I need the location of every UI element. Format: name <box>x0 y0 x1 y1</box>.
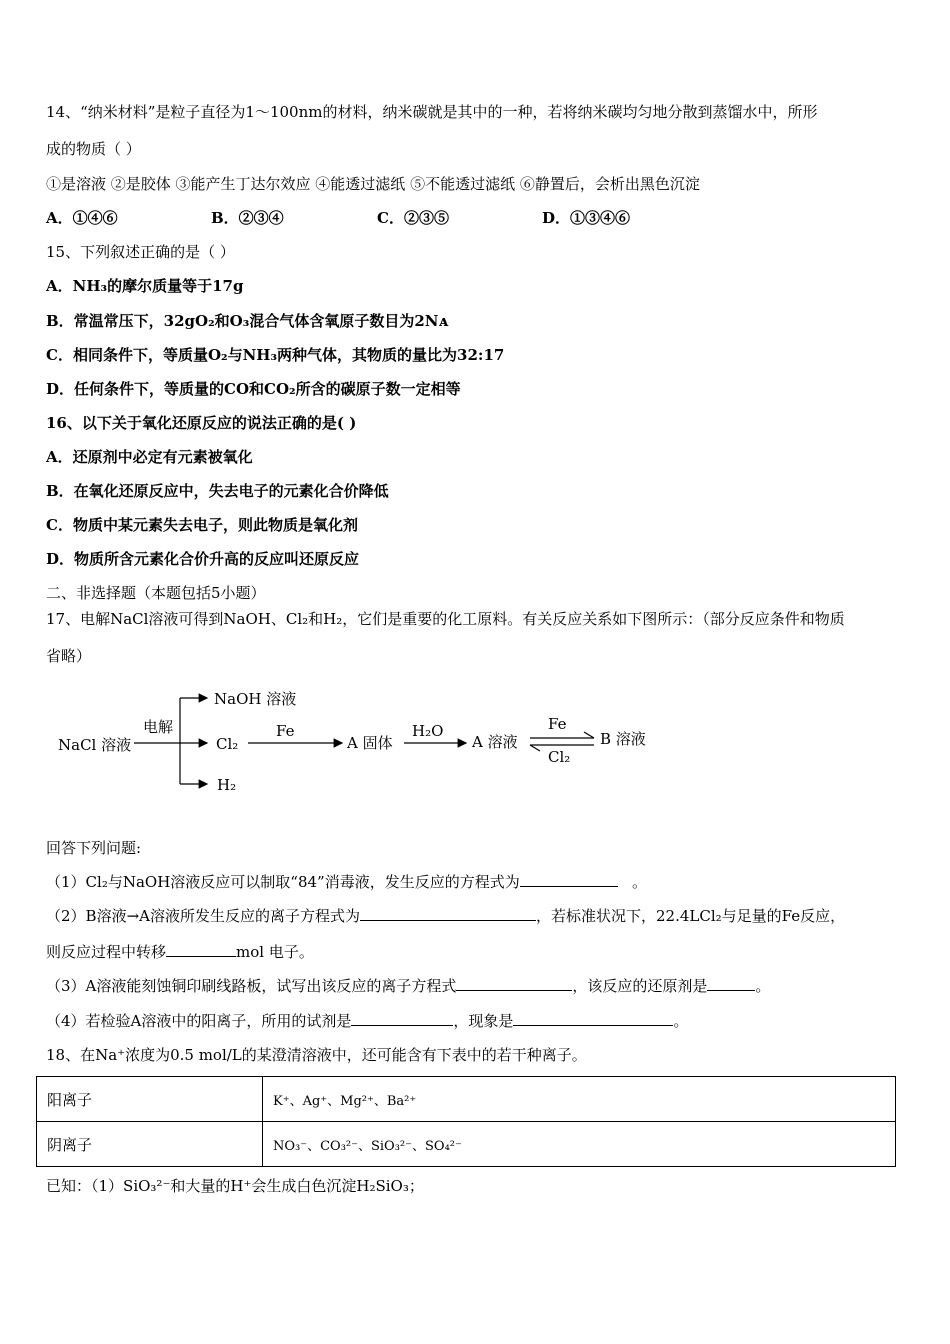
cation-header: 阳离子 <box>37 1077 263 1122</box>
h2-label: H₂ <box>217 776 237 794</box>
q16-option-d: D．物质所含元素化合价升高的反应叫还原反应 <box>46 550 360 568</box>
q17-part4 <box>46 1011 688 1031</box>
electrolysis-label: 电解 <box>143 718 174 736</box>
q14-options <box>46 208 906 228</box>
q17-part1-end: 。 <box>632 873 648 891</box>
q14-option-d: D．①③④⑥ <box>542 209 631 227</box>
q17-part3-text2: ，该反应的还原剂是 <box>572 977 708 995</box>
ion-table <box>36 1076 896 1167</box>
anion-list: NO₃⁻、CO₃²⁻、SiO₃²⁻、SO₄²⁻ <box>263 1122 896 1167</box>
q17-part3-text: （3）A溶液能刻蚀铜印刷线路板，试写出该反应的离子方程式 <box>46 977 457 995</box>
q17-part4-text2: ，现象是 <box>453 1012 514 1030</box>
q15-option-c: C．相同条件下，等质量O₂与NH₃两种气体，其物质的量比为32:17 <box>46 346 505 364</box>
q17-part4-blank-reagent[interactable] <box>351 1011 453 1026</box>
q17-part2 <box>46 906 845 926</box>
q17-line2: 省略） <box>46 647 92 665</box>
a-solid-label: A 固体 <box>347 734 393 752</box>
reaction-diagram <box>0 680 700 795</box>
q14-line2: 成的物质（ ） <box>46 140 141 158</box>
q16-option-b: B．在氧化还原反应中，失去电子的元素化合价降低 <box>46 482 389 500</box>
q17-part3-blank-reductant[interactable] <box>707 976 755 991</box>
q18-known: 已知：（1）SiO₃²⁻和大量的H⁺会生成白色沉淀H₂SiO₃； <box>46 1177 424 1195</box>
fe-reagent-label: Fe <box>276 722 295 740</box>
q17-part1 <box>46 872 647 892</box>
table-row <box>37 1122 896 1167</box>
cl2-label: Cl₂ <box>216 735 239 753</box>
fe-reverse-label: Fe <box>548 715 567 733</box>
cation-list: K⁺、Ag⁺、Mg²⁺、Ba²⁺ <box>263 1077 896 1122</box>
q14-option-a: A．①④⑥ <box>46 209 118 227</box>
answer-intro: 回答下列问题: <box>46 839 142 857</box>
q16-stem: 16、以下关于氧化还原反应的说法正确的是( ) <box>46 414 357 432</box>
q17-line1: 17、电解NaCl溶液可得到NaOH、Cl₂和H₂，它们是重要的化工原料。有关反应关系如下图所示：（部分反应条件和物质 <box>46 610 845 628</box>
q15-option-a: A．NH₃的摩尔质量等于17g <box>46 277 244 295</box>
q15-option-b: B．常温常压下，32gO₂和O₃混合气体含氧原子数目为2Nᴀ <box>46 312 449 330</box>
q17-part4-blank-phenomenon[interactable] <box>513 1011 673 1026</box>
q18-stem: 18、在Na⁺浓度为0.5 mol/L的某澄清溶液中，还可能含有下表中的若干种离子。 <box>46 1046 587 1064</box>
q17-part3-blank-equation[interactable] <box>456 976 572 991</box>
a-solution-label: A 溶液 <box>472 733 518 751</box>
q15-option-d: D．任何条件下，等质量的CO和CO₂所含的碳原子数一定相等 <box>46 380 461 398</box>
q14-option-c: C．②③⑤ <box>377 209 449 227</box>
q16-option-c: C．物质中某元素失去电子，则此物质是氧化剂 <box>46 516 358 534</box>
naoh-solution-label: NaOH 溶液 <box>214 690 297 708</box>
q14-option-b: B．②③④ <box>211 209 284 227</box>
q17-part2-text2: ，若标准状况下，22.4LCl₂与足量的Fe反应， <box>535 907 846 925</box>
q17-part2-text: （2）B溶液→A溶液所发生反应的离子方程式为 <box>46 907 360 925</box>
table-row <box>37 1077 896 1122</box>
h2o-label: H₂O <box>412 722 444 740</box>
section-heading: 二、非选择题（本题包括5小题） <box>46 584 266 602</box>
q17-part3 <box>46 976 770 996</box>
q17-part2-blank-electrons[interactable] <box>166 942 236 957</box>
q17-part1-blank[interactable] <box>520 872 618 887</box>
b-solution-label: B 溶液 <box>600 730 646 748</box>
q17-part4-text: （4）若检验A溶液中的阳离子，所用的试剂是 <box>46 1012 352 1030</box>
nacl-solution-label: NaCl 溶液 <box>58 736 132 754</box>
cl2-reverse-label: Cl₂ <box>548 748 571 766</box>
anion-header: 阴离子 <box>37 1122 263 1167</box>
q17-part4-end: 。 <box>673 1012 689 1030</box>
q17-part2-text3: 则反应过程中转移 <box>46 943 167 961</box>
q14-statements: ①是溶液 ②是胶体 ③能产生丁达尔效应 ④能透过滤纸 ⑤不能透过滤纸 ⑥静置后，会析出黑色沉淀 <box>46 175 700 193</box>
q17-part2-text4: mol 电子。 <box>236 943 314 961</box>
q14-line1: 14、“纳米材料”是粒子直径为1～100nm的材料，纳米碳就是其中的一种，若将纳米碳均匀地分散到蒸馏水中，所形 <box>46 103 818 121</box>
q15-stem: 15、下列叙述正确的是（ ） <box>46 243 235 261</box>
q16-option-a: A．还原剂中必定有元素被氧化 <box>46 448 253 466</box>
q17-part3-end: 。 <box>755 977 771 995</box>
q17-part2-blank-equation[interactable] <box>360 906 536 921</box>
q17-part1-text: （1）Cl₂与NaOH溶液反应可以制取“84”消毒液，发生反应的方程式为 <box>46 873 520 891</box>
q17-part2-cont <box>46 942 314 962</box>
